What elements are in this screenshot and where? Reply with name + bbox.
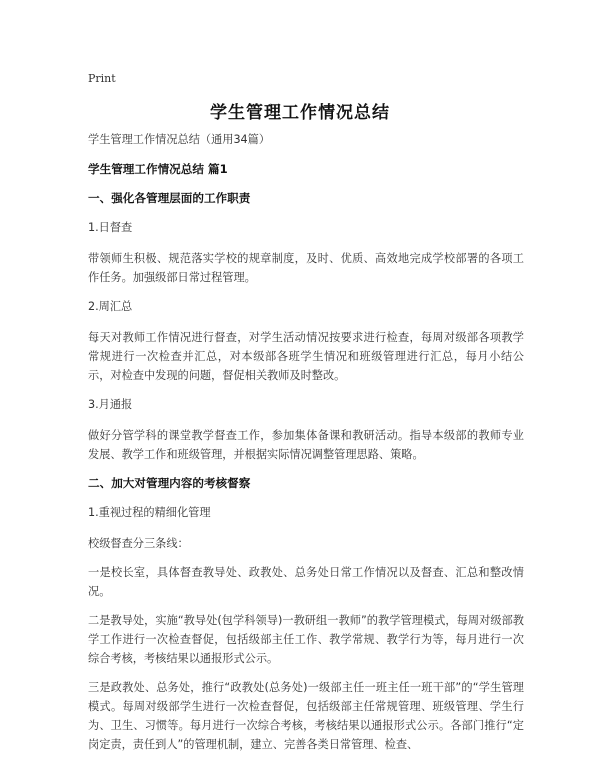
document-title: 学生管理工作情况总结 xyxy=(210,103,390,123)
print-label: Print xyxy=(88,72,116,85)
article-heading: 学生管理工作情况总结 篇1 xyxy=(88,162,228,176)
document-subtitle: 学生管理工作情况总结（通用34篇） xyxy=(88,133,271,146)
item-text-weekly-summary: 每天对教师工作情况进行督查，对学生活动情况按要求进行检查，每周对级部各项教学常规进行一次检查并汇总，对本级部各班学生情况和班级管理进行汇总，每月小结公示，对检查中发现的问题，督促相关教师及时整改。 xyxy=(88,331,524,382)
item-label-weekly-summary: 2.周汇总 xyxy=(88,300,133,313)
item-label-daily-check: 1.日督查 xyxy=(88,221,133,234)
item-text-daily-check: 带领师生积极、规范落实学校的规章制度，及时、优质、高效地完成学校部署的各项工作任务。加强级部日常过程管理。 xyxy=(88,252,524,284)
document-body xyxy=(88,130,524,764)
item-text-monthly-report: 做好分管学科的课堂教学督查工作，参加集体备课和教研活动。指导本级部的教师专业发展、教学工作和班级管理，并根据实际情况调整管理思路、策略。 xyxy=(88,429,524,461)
paragraph-three-lines: 校级督查分三条线： xyxy=(88,537,189,550)
paragraph-academic-office: 二是教导处，实施“教导处(包学科领导)一教研组一教师”的教学管理模式，每周对级部教学工作进行一次检查督促，包括级部主任工作、教学常规、教学行为等，每月进行一次综合考核，考核结果以通报形式公示。 xyxy=(88,614,524,665)
section-heading-1: 一、强化各管理层面的工作职责 xyxy=(88,191,251,205)
item-label-process-management: 1.重视过程的精细化管理 xyxy=(88,506,211,519)
item-label-monthly-report: 3.月通报 xyxy=(88,398,133,411)
section-heading-2: 二、加大对管理内容的考核督察 xyxy=(88,476,251,490)
paragraph-principal-office: 一是校长室，具体督查教导处、政教处、总务处日常工作情况以及督查、汇总和整改情况。 xyxy=(88,566,524,598)
paragraph-political-affairs: 三是政教处、总务处，推行“政教处(总务处)一级部主任一班主任一班干部”的“学生管理模式。每周对级部学生进行一次检查督促，包括级部主任常规管理、班级管理、学生行为、卫生、习惯等。每月进行一次综合考核，考核结果以通报形式公示。各部门推行“定岗定责，责任到人”的管理机制，建立、完善各类日常管理、检查、 xyxy=(88,681,524,751)
